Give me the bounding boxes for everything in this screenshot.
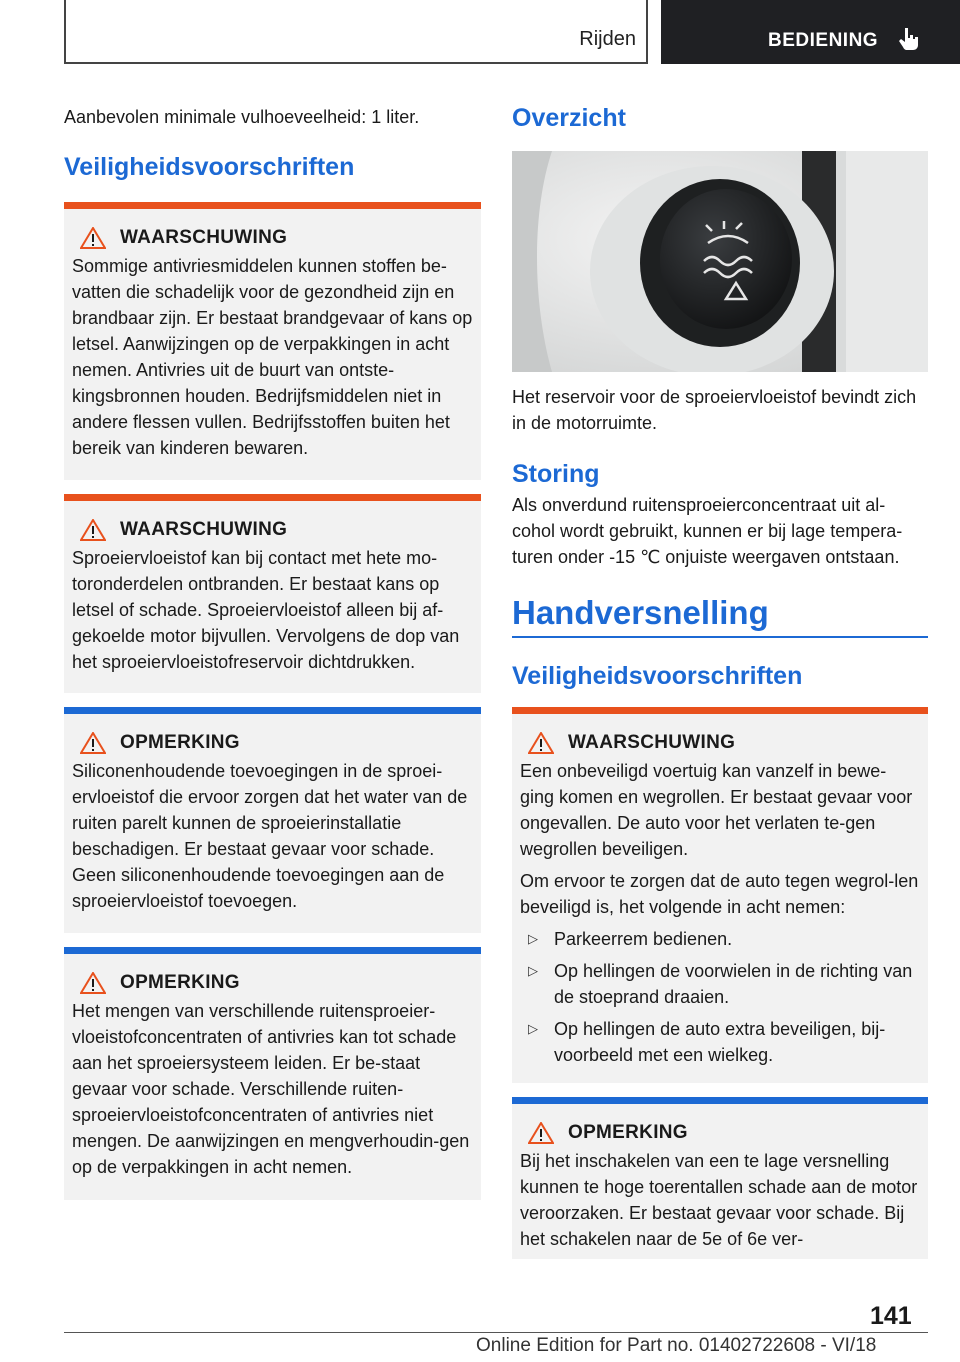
- warning-box-rolling: [512, 707, 928, 1083]
- warning-triangle-icon: [80, 972, 106, 994]
- photo-caption: Het reservoir voor de sproeiervloeistof bevindt zich in de motorruimte.: [512, 387, 917, 433]
- note-box-silicone: [64, 707, 481, 933]
- manual-transmission-heading: Handversnelling: [512, 594, 769, 631]
- note-title: OPMERKING: [568, 1122, 688, 1143]
- warning-title: WAARSCHUWING: [120, 227, 288, 248]
- warning-title: WAARSCHUWING: [120, 519, 288, 540]
- right-column: [512, 104, 928, 1259]
- storing-text: Als onverdund ruitensproeierconcentraat uit al-cohol wordt gebruikt, kunnen er bij lage tempera-turen onder -15 ℃ onjuiste weergaven ontstaan.: [512, 495, 903, 567]
- washer-reservoir-cap-illustration: [512, 151, 928, 372]
- note-title: OPMERKING: [120, 732, 240, 753]
- storing-heading: Storing: [512, 460, 600, 488]
- list-item-text: Op hellingen de voorwielen in de richting van de stoeprand draaien.: [554, 961, 913, 1007]
- note-text: Siliconenhoudende toevoegingen in de sproei-ervloeistof die ervoor zorgen dat het water van de ruiten parelt kunnen de sproeierinstallatie beschadigen. Er bestaat gevaar voor schade. Geen siliconenhoudende toevoegingen aan de sproeiervloeistof toevoegen.: [72, 761, 468, 911]
- warning-box-antifreeze: [64, 202, 481, 480]
- list-item-text: Parkeerrem bedienen.: [554, 929, 733, 949]
- warning-triangle-icon: [80, 732, 106, 754]
- warning-text: Een onbeveiligd voertuig kan vanzelf in bewe-ging komen en wegrollen. Er bestaat gevaar voor ongevallen. De auto voor het verlaten te-gen wegrollen beveiligen.: [520, 761, 913, 859]
- footer-divider: [64, 1332, 928, 1333]
- warning-triangle-icon: [528, 1122, 554, 1144]
- main-heading-block: [512, 594, 928, 638]
- safety-heading: Veiligheidsvoorschriften: [64, 153, 355, 181]
- safety-heading-transmission: Veiligheidsvoorschriften: [512, 662, 803, 690]
- note-text: Bij het inschakelen van een te lage versnelling kunnen te hoge toerentallen schade aan de motor veroorzaken. Er bestaat gevaar voor schade. Bij het schakelen naar de 5e of 6e ver-: [520, 1151, 918, 1249]
- list-item: [520, 1016, 920, 1068]
- warning-triangle-icon: [80, 227, 106, 249]
- triangle-bullet-icon: ▷: [528, 963, 538, 978]
- fill-quantity-text: Aanbevolen minimale vulhoeveelheid: 1 liter.: [64, 107, 420, 127]
- list-item: [520, 926, 920, 952]
- hand-pointer-icon: [896, 26, 922, 52]
- note-title: OPMERKING: [120, 972, 240, 993]
- page-number: 141: [870, 1302, 912, 1330]
- note-box-gear: [512, 1097, 928, 1259]
- warning-title: WAARSCHUWING: [568, 732, 736, 753]
- triangle-bullet-icon: ▷: [528, 931, 538, 946]
- triangle-bullet-icon: ▷: [528, 1021, 538, 1036]
- warning-triangle-icon: [80, 519, 106, 541]
- edition-footer: Online Edition for Part no. 01402722608 - VI/18: [476, 1335, 877, 1356]
- warning-text: Sproeiervloeistof kan bij contact met hete mo-toronderdelen ontbranden. Er bestaat kans op letsel of schade. Sproeiervloeistof alleen bij af-gekoelde motor bijvullen. Vervolgens de dop van het sproeiervloeistofreservoir dichtdrukken.: [72, 548, 460, 672]
- note-text: Het mengen van verschillende ruitensproeier-vloeistofconcentraten of antivries kan tot schade aan het sproeiersysteem leiden. Er be-staat gevaar voor schade. Verschillende ruiten-sproeiervloeistofconcentraten of antivries niet mengen. De aanwijzingen en mengverhoudin-gen op de verpakkingen in acht nemen.: [72, 1001, 470, 1177]
- overview-heading: Overzicht: [512, 104, 626, 132]
- warning-triangle-icon: [528, 732, 554, 754]
- washer-reservoir-photo: [512, 151, 928, 372]
- left-column: [64, 104, 481, 1200]
- warning-box-fluid-ignition: [64, 494, 481, 693]
- warning-text-steps: Om ervoor te zorgen dat de auto tegen wegrol-len beveiligd is, het volgende in acht nemen:: [520, 871, 919, 917]
- note-box-mixing: [64, 947, 481, 1200]
- header-chapter-label: BEDIENING: [768, 30, 879, 51]
- warning-text: Sommige antivriesmiddelen kunnen stoffen be-vatten die schadelijk voor de gezondheid zijn en brandbaar zijn. Er bestaat brandgevaar of kans op letsel. Aanwijzingen op de verpakkingen in acht nemen. Antivries uit de buurt van ontste-kingsbronnen houden. Bedrijfsmiddelen niet in andere flessen vullen. Bedrijfsstoffen buiten het bereik van kinderen bewaren.: [72, 256, 473, 458]
- list-item-text: Op hellingen de auto extra beveiligen, bij-voorbeeld met een wielkeg.: [554, 1019, 886, 1065]
- list-item: [520, 958, 920, 1010]
- header-section-label: Rijden: [579, 28, 636, 50]
